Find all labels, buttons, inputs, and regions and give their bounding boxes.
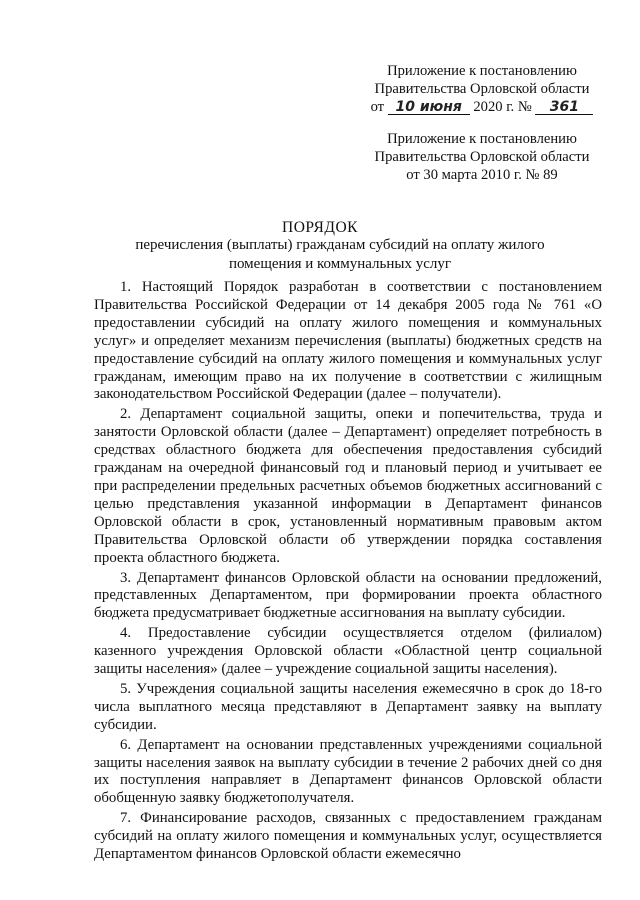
paragraph: 6. Департамент на основании представленных учреждениями социальной защиты населения заявок на выплату субсидии в течение 2 рабочих дней со дня их поступления направляет в Департамент финансов Орловской области обобщенную заявку бюджетополучателя. bbox=[94, 736, 602, 807]
header-line: Приложение к постановлению bbox=[387, 131, 577, 147]
header-line: от 30 марта 2010 г. № 89 bbox=[406, 167, 558, 183]
header-line: Правительства Орловской области bbox=[374, 149, 590, 165]
paragraph: 4. Предоставление субсидии осуществляется отделом (филиалом) казенного учреждения Орловской области «Областной центр социальной защиты населения» (далее – учреждение социальной защиты населения). bbox=[94, 625, 602, 678]
paragraph: 3. Департамент финансов Орловской области на основании предложений, представленных Департаментом, при формировании проекта областного бюджета предусматривает бюджетные ассигнования на выплату субсидии. bbox=[94, 569, 602, 622]
handwritten-number: 361 bbox=[535, 100, 593, 115]
document-body bbox=[94, 279, 602, 866]
paragraph: 7. Финансирование расходов, связанных с предоставлением гражданам субсидий на оплату жилого помещения и коммунальных услуг, осуществляется Департаментом финансов Орловской области ежемесячно bbox=[94, 810, 602, 863]
paragraph: 1. Настоящий Порядок разработан в соответствии с постановлением Правительства Российской Федерации от 14 декабря 2005 года № 761 «О предоставлении субсидий на оплату жилого помещения и коммунальных услуг» и определяет механизм перечисления (выплаты) бюджетных средств на предоставление субсидий на оплату жилого помещения и коммунальных услуг гражданам, имеющим право на их получение в соответствии с жилищным законодательством Российской Федерации (далее – получатели). bbox=[94, 279, 602, 403]
handwritten-date: 10 июня bbox=[388, 100, 470, 115]
header-line: Приложение к постановлению bbox=[387, 63, 577, 79]
header-year: 2020 г. № bbox=[473, 99, 532, 115]
header-line: Правительства Орловской области bbox=[374, 81, 590, 97]
header-date-line bbox=[362, 98, 602, 116]
document-subtitle: перечисления (выплаты) гражданам субсидий на оплату жилого помещения и коммунальных услуг bbox=[135, 237, 545, 272]
header-date-prefix: от bbox=[370, 99, 385, 115]
paragraph: 5. Учреждения социальной защиты населения ежемесячно в срок до 18-го числа выплатного месяца представляют в Департамент заявку на выплату субсидии. bbox=[94, 680, 602, 733]
paragraph: 2. Департамент социальной защиты, опеки и попечительства, труда и занятости Орловской области (далее – Департамент) определяет потребность в средствах областного бюджета для обеспечения предоставления субсидий гражданам на очередной финансовый год и плановый период и учитывает ее при распределении предельных расчетных объемов бюджетных ассигнований с целью представления указанной информации в Департамент финансов Орловской области в срок, установленный нормативным правовым актом Правительства Орловской области об утверждении порядка составления проекта областного бюджета. bbox=[94, 406, 602, 566]
document-title: ПОРЯДОК bbox=[282, 219, 358, 236]
approval-header-original bbox=[362, 130, 602, 184]
approval-header-current bbox=[362, 62, 602, 116]
